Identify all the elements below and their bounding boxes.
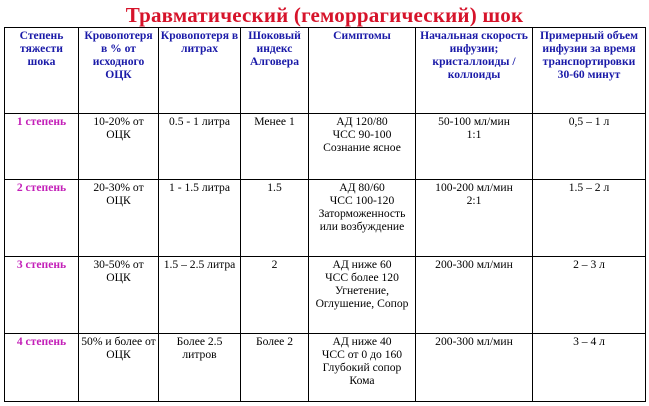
header-grade: Степень тяжести шока (5, 28, 79, 114)
infusion-ratio-line: 1:1 (466, 128, 482, 141)
loss-liters-cell: 1.5 – 2.5 литра (159, 257, 241, 334)
page-title: Травматический (геморрагический) шок (125, 3, 524, 27)
infusion-volume-cell: 1.5 – 2 л (533, 180, 646, 257)
infusion-ratio-line: 2:1 (466, 194, 482, 207)
symptom-line: АД 80/60 (339, 181, 385, 194)
infusion-rate-cell (416, 114, 533, 180)
loss-liters-cell: Более 2.5 литров (159, 334, 241, 402)
infusion-rate-line: 100-200 мл/мин (435, 181, 513, 194)
symptoms-cell (309, 257, 416, 334)
infusion-rate-line: 200-300 мл/мин (435, 258, 513, 271)
symptom-line: ЧСС более 120 (325, 271, 399, 284)
infusion-rate-cell (416, 257, 533, 334)
shock-index-cell: 1.5 (241, 180, 309, 257)
shock-index-cell: Более 2 (241, 334, 309, 402)
grade-cell: 3 степень (5, 257, 79, 334)
infusion-rate-line: 50-100 мл/мин (438, 115, 510, 128)
loss-percent-cell: 50% и более от ОЦК (79, 334, 159, 402)
loss-liters-cell: 0.5 - 1 литра (159, 114, 241, 180)
symptom-line: Сознание ясное (323, 141, 401, 154)
loss-percent-cell: 20-30% от ОЦК (79, 180, 159, 257)
grade-cell: 4 степень (5, 334, 79, 402)
grade-cell: 1 степень (5, 114, 79, 180)
symptoms-cell (309, 114, 416, 180)
table-header-row (5, 28, 646, 114)
header-infusion-rate: Начальная скорость инфузии; кристаллоиды / коллоиды (416, 28, 533, 114)
table-row (5, 334, 646, 402)
table-row (5, 114, 646, 180)
symptoms-cell (309, 334, 416, 402)
loss-liters-cell: 1 - 1.5 литра (159, 180, 241, 257)
header-shock-index: Шоковый индекс Алговера (241, 28, 309, 114)
symptom-line: ЧСС 100-120 (329, 194, 395, 207)
symptom-line: ЧСС от 0 до 160 (321, 348, 403, 361)
table-row (5, 257, 646, 334)
loss-percent-cell: 10-20% от ОЦК (79, 114, 159, 180)
table-row (5, 180, 646, 257)
shock-table (4, 27, 646, 402)
grade-cell: 2 степень (5, 180, 79, 257)
header-loss-percent: Кровопотеря в % от исходного ОЦК (79, 28, 159, 114)
symptom-line: Глубокий сопор Кома (322, 361, 402, 387)
infusion-rate-cell (416, 180, 533, 257)
symptom-line: Заторможенность или возбуждение (318, 207, 406, 233)
shock-index-cell: Менее 1 (241, 114, 309, 180)
header-infusion-volume: Примерный объем инфузии за время транспортировки 30-60 минут (533, 28, 646, 114)
header-symptoms: Симптомы (309, 28, 416, 114)
infusion-volume-cell: 3 – 4 л (533, 334, 646, 402)
symptom-line: АД ниже 40 (332, 335, 392, 348)
shock-index-cell: 2 (241, 257, 309, 334)
symptoms-cell (309, 180, 416, 257)
symptom-line: АД 120/80 (336, 115, 388, 128)
infusion-rate-cell (416, 334, 533, 402)
symptom-line: АД ниже 60 (332, 258, 392, 271)
header-loss-liters: Кровопотеря в литрах (159, 28, 241, 114)
loss-percent-cell: 30-50% от ОЦК (79, 257, 159, 334)
symptom-line: ЧСС 90-100 (332, 128, 392, 141)
infusion-volume-cell: 2 – 3 л (533, 257, 646, 334)
infusion-rate-line: 200-300 мл/мин (435, 335, 513, 348)
infusion-volume-cell: 0,5 – 1 л (533, 114, 646, 180)
symptom-line: Угнетение, Оглушение, Сопор (315, 284, 409, 310)
